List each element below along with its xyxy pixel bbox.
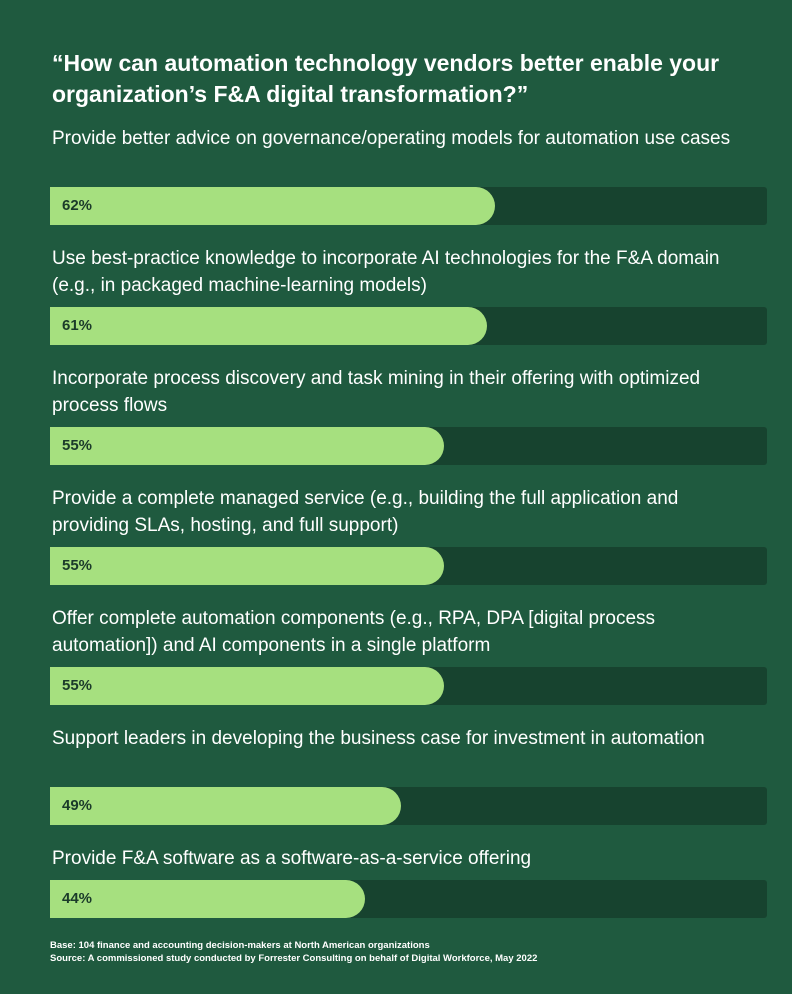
bar-track: [50, 307, 767, 345]
base-note: Base: 104 finance and accounting decision-makers at North American organizations: [50, 940, 430, 951]
category-label: Provide a complete managed service (e.g., building the full application and providing SLAs, hosting, and full support): [52, 488, 679, 536]
category-label: Incorporate process discovery and task mining in their offering with optimized process flows: [52, 368, 701, 416]
value-label: 44%: [62, 890, 93, 907]
category-label: Provide better advice on governance/operating models for automation use cases: [52, 128, 731, 149]
value-label: 62%: [62, 197, 93, 214]
bar-track: [50, 880, 767, 918]
bar-item: [50, 725, 768, 825]
bar-item: [50, 245, 768, 345]
bar: [50, 787, 401, 825]
chart-title: “How can automation technology vendors better enable your organization’s F&A digital transformation?”: [52, 50, 720, 107]
bar-track: [50, 547, 767, 585]
value-label: 49%: [62, 797, 93, 814]
category-label: Support leaders in developing the business case for investment in automation: [52, 728, 705, 749]
footer-notes: [50, 939, 770, 965]
bar-track: [50, 427, 767, 465]
bar: [50, 187, 495, 225]
bar: [50, 307, 487, 345]
bar-item: [50, 365, 768, 465]
value-label: 55%: [62, 437, 93, 454]
bar: [50, 667, 444, 705]
bar-item: [50, 485, 768, 585]
bar: [50, 427, 444, 465]
category-label: Provide F&A software as a software-as-a-service offering: [52, 848, 532, 869]
value-label: 61%: [62, 317, 93, 334]
category-label: Offer complete automation components (e.g., RPA, DPA [digital process automation]) and AI components in a single platform: [52, 608, 656, 656]
value-label: 55%: [62, 677, 93, 694]
value-label: 55%: [62, 557, 93, 574]
bar-item: [50, 845, 768, 918]
bar: [50, 880, 365, 918]
category-label: Use best-practice knowledge to incorporate AI technologies for the F&A domain (e.g., in packaged machine-learning models): [52, 248, 720, 296]
bar-item: [50, 125, 768, 225]
bar: [50, 547, 444, 585]
bar-track: [50, 187, 767, 225]
bar-track: [50, 787, 767, 825]
bar-track: [50, 667, 767, 705]
source-note: Source: A commissioned study conducted by Forrester Consulting on behalf of Digital Workforce, May 2022: [50, 953, 538, 964]
bar-item: [50, 605, 768, 705]
